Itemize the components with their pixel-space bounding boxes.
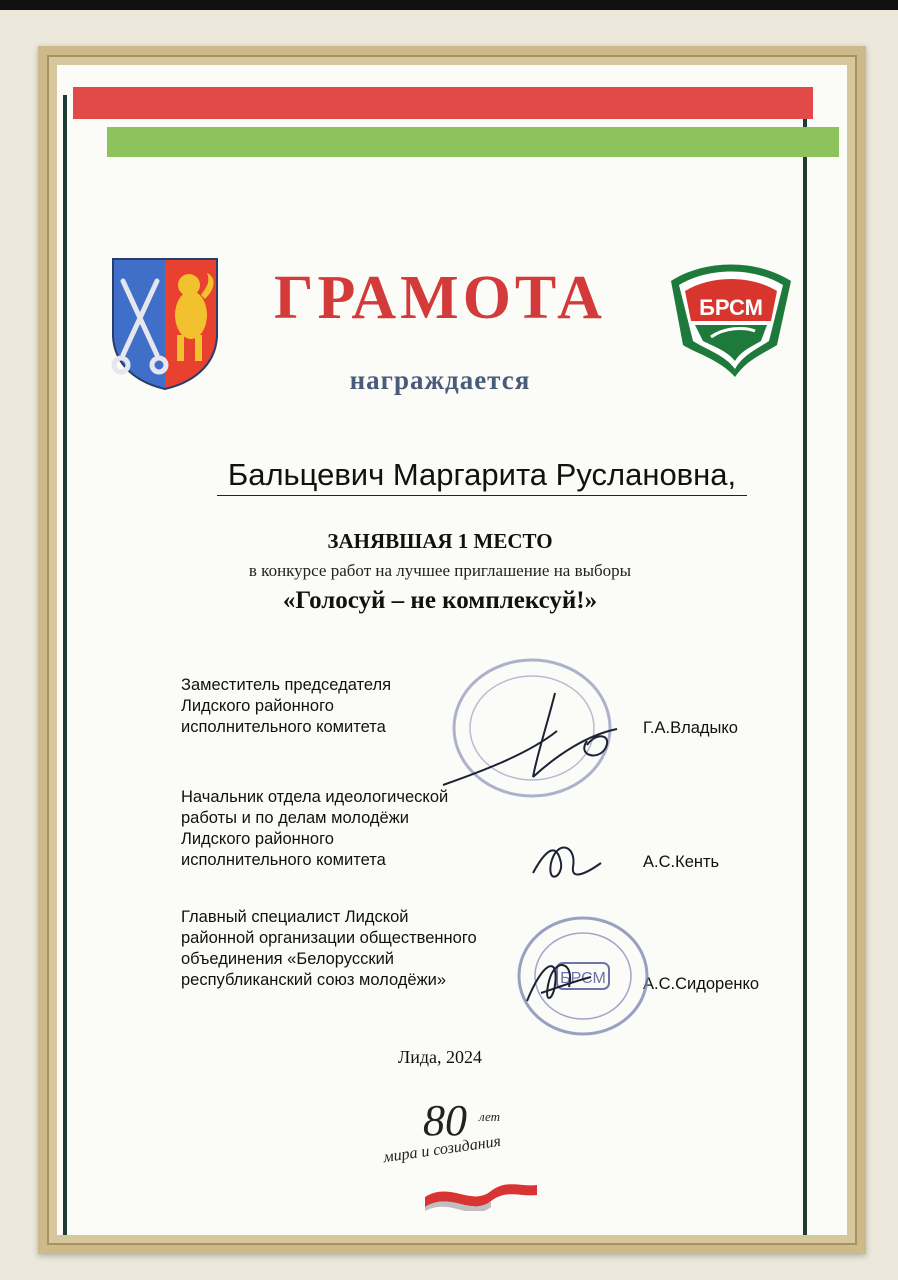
signature-icon — [527, 833, 607, 893]
top-edge-bar — [0, 0, 898, 10]
signature-icon — [519, 941, 599, 1021]
signatory-name: Г.А.Владыко — [643, 719, 738, 737]
signature-icon — [437, 685, 637, 795]
red-stripe — [73, 87, 813, 119]
stamp-text: БРСМ — [560, 970, 606, 987]
signatory-position: Главный специалист Лидской районной организации общественного объединения «Белорусский республиканский союз молодёжи» — [181, 908, 477, 989]
signatory-name: А.С.Кенть — [643, 853, 720, 871]
signatory-position: Заместитель председателя Лидского районного исполнительного комитета — [181, 676, 392, 736]
contest-description: в конкурсе работ на лучшее приглашение на выборы — [248, 561, 632, 580]
awarded-subtitle: награждается — [349, 365, 531, 395]
certificate-sheet — [57, 65, 847, 1235]
recipient-name: Бальцевич Маргарита Руслановна, — [217, 457, 747, 496]
signatory-position: Начальник отдела идеологической работы и по делам молодёжи Лидского районного исполнительного комитета — [181, 788, 449, 869]
green-stripe — [107, 127, 839, 157]
emblem-caption: мира и созидания — [382, 1132, 502, 1167]
achievement-line: ЗАНЯВШАЯ 1 МЕСТО — [327, 529, 553, 553]
certificate-title: ГРАМОТА — [274, 264, 606, 332]
place-and-year: Лида, 2024 — [398, 1047, 482, 1067]
ribbon-icon — [421, 1177, 541, 1211]
picture-frame — [38, 46, 866, 1254]
80-years-emblem-icon — [375, 1095, 575, 1215]
emblem-word: лет — [479, 1109, 500, 1124]
brsm-logo-text: БРСМ — [699, 295, 763, 320]
signatory-name: А.С.Сидоренко — [643, 975, 760, 993]
emblem-number: 80 — [423, 1096, 467, 1145]
contest-name: «Голосуй – не комплексуй!» — [282, 587, 598, 614]
